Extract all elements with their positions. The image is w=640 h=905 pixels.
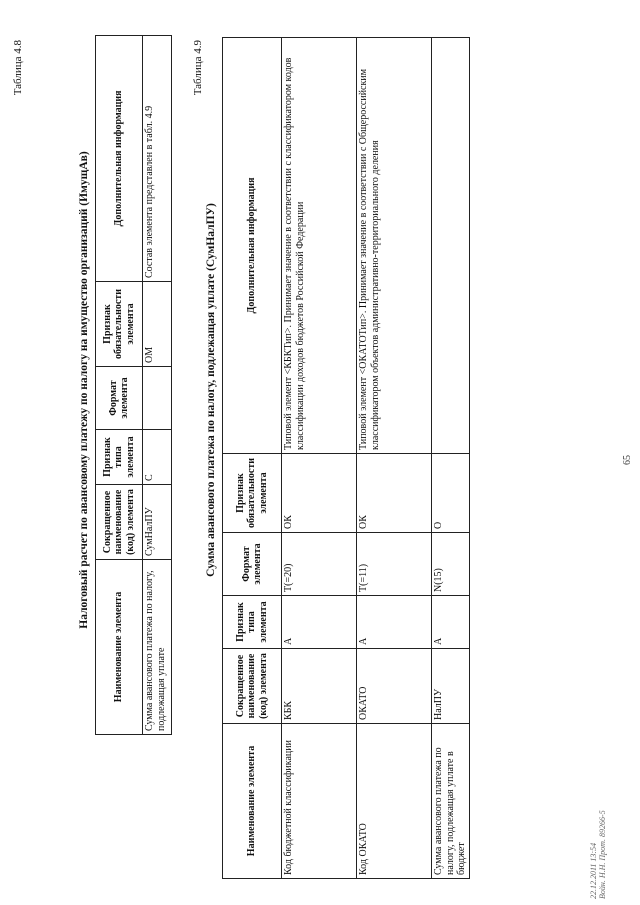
table-row: [282, 38, 357, 879]
table-4-9: [222, 37, 470, 879]
cell-required: ОК: [282, 454, 357, 533]
header-name: Наименование элемента: [96, 560, 143, 735]
cell-code: ОКАТО: [357, 649, 432, 724]
header-format: Формат элемента: [223, 533, 282, 596]
cell-required: ОК: [357, 454, 432, 533]
cell-format: T(=11): [357, 533, 432, 596]
cell-name: Сумма авансового платежа по налогу, подлежащая уплате в бюджет: [432, 724, 470, 879]
cell-info: Типовой элемент <ОКАТОТип>. Принимает значение в соответствии с Общероссийским классификатором объектов административно-территориального деления: [357, 38, 432, 454]
cell-format: N(15): [432, 533, 470, 596]
cell-type: А: [357, 596, 432, 649]
cell-code: СумНалПУ: [143, 485, 172, 560]
header-type: Признак типа элемента: [223, 596, 282, 649]
cell-code: НалПУ: [432, 649, 470, 724]
header-required: Признак обязательности элемента: [96, 282, 143, 367]
table-4-9-caption: Таблица 4.9: [192, 40, 204, 96]
cell-info: [432, 38, 470, 454]
print-stamp: [590, 810, 608, 899]
page-number: 65: [622, 455, 633, 465]
header-name: Наименование элемента: [223, 724, 282, 879]
cell-name: Код ОКАТО: [357, 724, 432, 879]
table-header-row: [96, 36, 143, 735]
cell-required: О: [432, 454, 470, 533]
cell-name: Код бюджетной классификации: [282, 724, 357, 879]
cell-type: А: [432, 596, 470, 649]
table-4-8-caption: Таблица 4.8: [12, 40, 24, 96]
table-header-row: [223, 38, 282, 879]
cell-name: Сумма авансового платежа по налогу, подлежащая уплате: [143, 560, 172, 735]
table-4-8-title: Налоговый расчет по авансовому платежу по налогу на имущество организаций (ИмущАв): [78, 151, 90, 629]
cell-type: А: [282, 596, 357, 649]
header-code: Сокращенное наименование (код) элемента: [223, 649, 282, 724]
header-info: Дополнительная информация: [223, 38, 282, 454]
cell-info: Состав элемента представлен в табл. 4.9: [143, 36, 172, 282]
stamp-line-1: 22.12.2011 13:54: [589, 842, 598, 899]
cell-info: Типовой элемент <КБКТип>. Принимает значение в соответствии с классификатором кодов классификации доходов бюджетов Российской Федерации: [282, 38, 357, 454]
table-row: [432, 38, 470, 879]
cell-format: T(=20): [282, 533, 357, 596]
header-required: Признак обязательности элемента: [223, 454, 282, 533]
header-info: Дополнительная информация: [96, 36, 143, 282]
table-row: [143, 36, 172, 735]
cell-type: С: [143, 430, 172, 485]
header-type: Признак типа элемента: [96, 430, 143, 485]
table-4-8: [95, 35, 172, 735]
header-format: Формат элемента: [96, 367, 143, 430]
table-4-9-title: Сумма авансового платежа по налогу, подлежащая уплате (СумНалПУ): [205, 203, 217, 577]
stamp-line-2: Войн. Н.Н. Прот. 89266-5: [597, 810, 607, 899]
cell-format: [143, 367, 172, 430]
cell-required: ОМ: [143, 282, 172, 367]
table-row: [357, 38, 432, 879]
header-code: Сокращенное наименование (код) элемента: [96, 485, 143, 560]
cell-code: КБК: [282, 649, 357, 724]
